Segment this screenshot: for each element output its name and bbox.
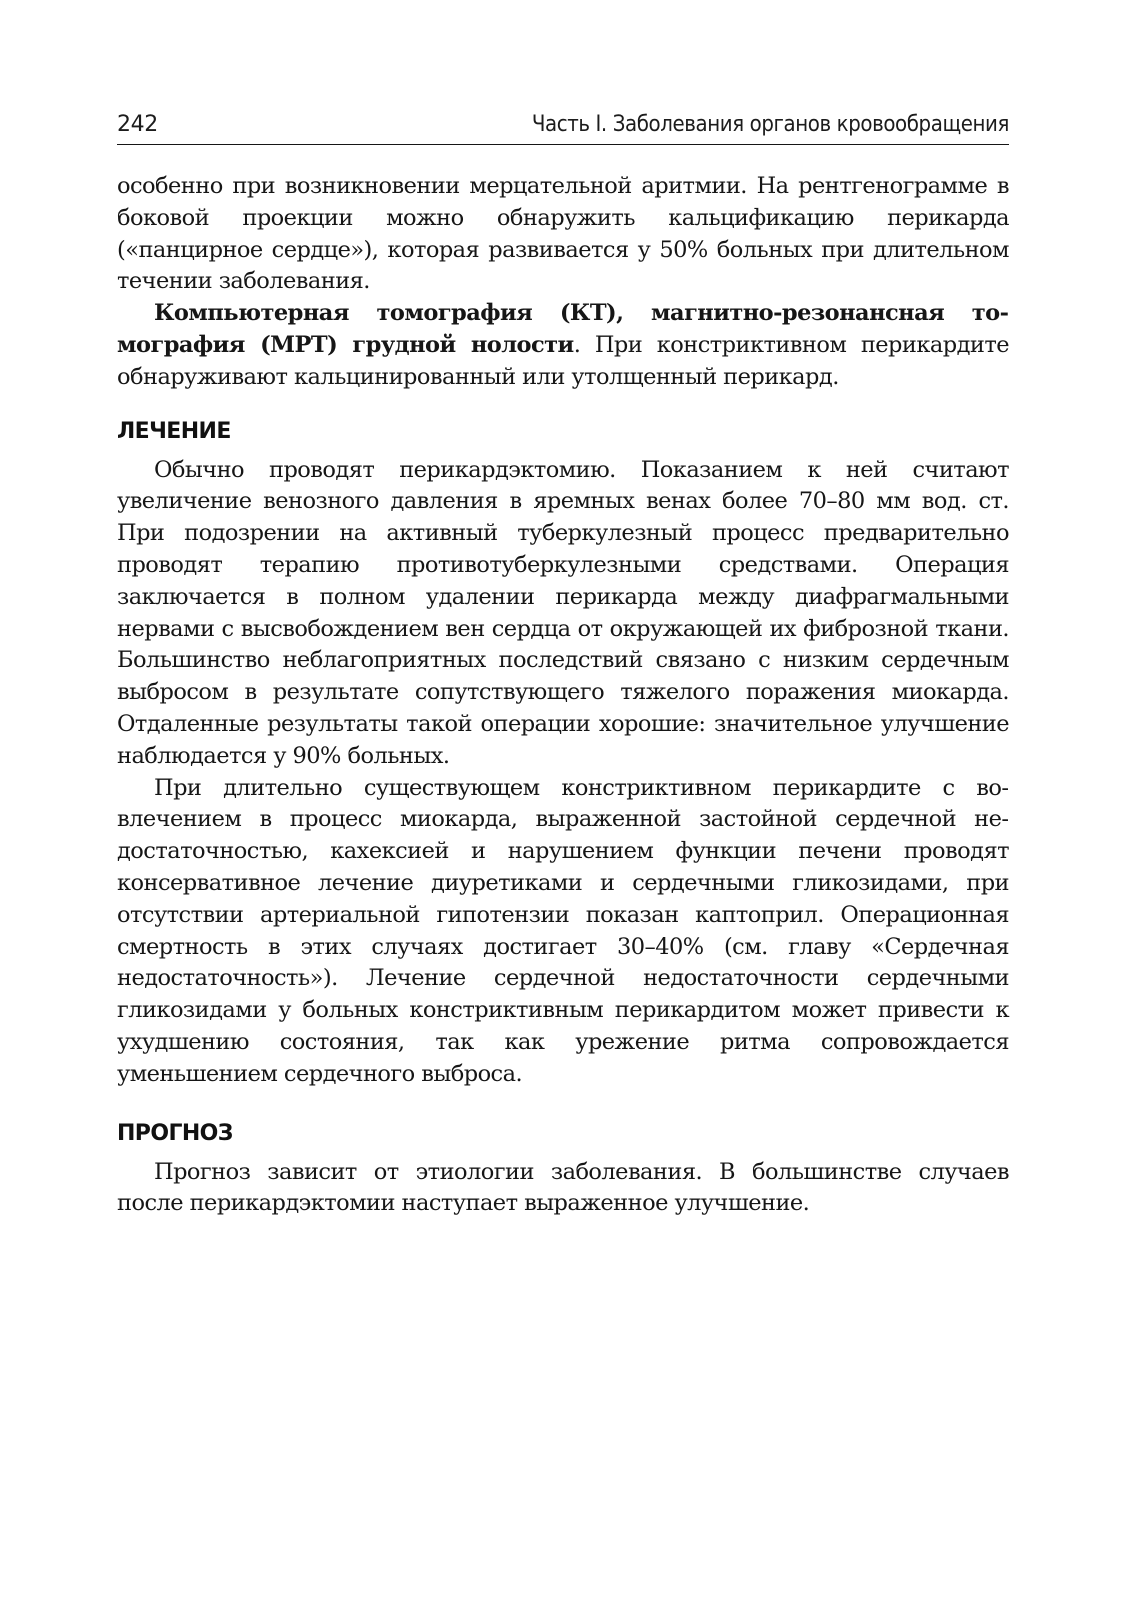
main-text [117,171,1009,394]
continuation-paragraph: особенно при возникновении мерцательной аритмии. На рентгенограмме в боковой проекции можно обнаружить кальцификацию перикарда («панцирное сердце»), которая развивается у 50% больных при длительном течении заболевания. [117,173,1009,295]
book-page [117,110,1009,1220]
prognosis-heading: ПРОГНОЗ [117,1120,233,1146]
imaging-paragraph-text: . При констриктивном перикардите обнаруживают кальцинированный или утолщенный перикард. [117,331,1009,390]
imaging-bold-lead: Компьютерная томография (КТ), магнитно-резонансная томография (МРТ) грудной нолости [117,300,1009,358]
running-title: Часть I. Заболевания органов кровообращения [531,112,1009,137]
prognosis-paragraph: Прогноз зависит от этиологии заболевания. В большинстве случаев после перикардэктомии наступает выраженное улучшение. [117,1158,1009,1217]
prognosis-section [117,1157,1009,1221]
treatment-paragraph-1: Обычно проводят перикардэктомию. Показанием к ней считают увеличение венозного давления в яремных венах более 70–80 мм вод. ст. При подозрении на активный туберкулезный процесс предварительно проводят терапию противотуберкулезными средствами. Операция заключается в полном удалении перикарда между диафрагмальными нервами с высвобождением вен сердца от окружающей их фиброзной ткани. Большинство неблагоприятных последствий связано с низким сердечным выбросом в результате сопутствующего тяжелого поражения миокарда. Отдаленные результаты такой операции хорошие: значительное улучшение наблюдается у 90% больных. [117,456,1009,769]
treatment-section [117,455,1009,1091]
treatment-heading: ЛЕЧЕНИЕ [117,418,231,444]
treatment-paragraph-2: При длительно существующем констриктивном перикардите с вовлечением в процесс миокарда, выраженной застойной сердечной недостаточностью, кахексией и нарушением функции печени проводят консервативное лечение диуретиками и сердечными гликозидами, при отсутствии артериальной гипотензии показан каптоприл. Операционная смертность в этих случаях достигает 30–40% (см. главу «Сердечная недостаточность»). Лечение сердечной недостаточности сердечными гликозидами у больных констриктивным перикардитом может привести к ухудшению состояния, так как урежение ритма сопровождается уменьшением сердечного выброса. [117,774,1009,1087]
page-number: 242 [117,112,158,137]
imaging-paragraph [117,298,1009,393]
running-header [117,110,1009,145]
